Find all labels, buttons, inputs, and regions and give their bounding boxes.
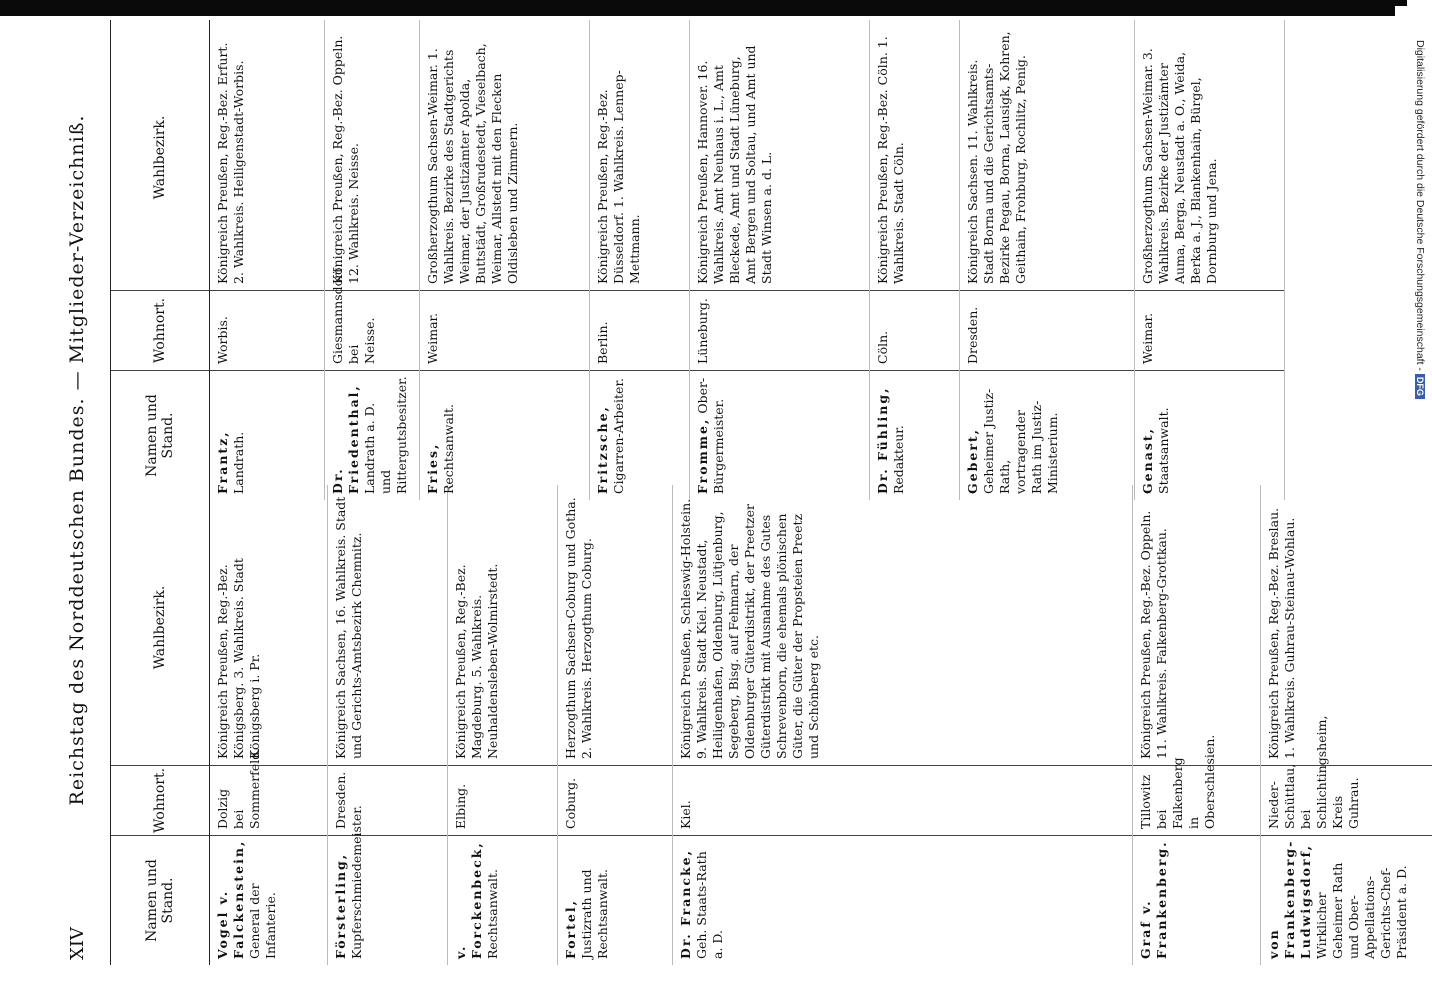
member-name: Graf v. Frankenberg.	[1138, 840, 1169, 959]
member-stand: Landrath.	[231, 431, 246, 494]
member-residence: Weimar.	[1135, 290, 1284, 370]
member-stand: Justizrath und Rechtsanwalt.	[579, 869, 610, 959]
member-residence: Dolzig bei Sommerfeld.	[210, 765, 327, 835]
member-residence: Kiel.	[673, 765, 1132, 835]
member-name-stand	[420, 370, 589, 500]
member-district: Königreich Preußen, Reg.-Bez. Königsberg. 3. Wahlkreis. Stadt Königsberg i. Pr.	[215, 558, 262, 759]
table-row	[590, 20, 690, 500]
scan-border-corner	[1395, 0, 1407, 6]
member-district: Königreich Preußen, Reg.-Bez. Düsseldorf. 1. Wahlkreis. Lennep-Mettmann.	[595, 70, 642, 284]
member-stand: Geh. Staats-Rath a. D.	[694, 851, 725, 959]
member-residence: Weimar.	[420, 290, 589, 370]
member-name: Frantz,	[215, 430, 230, 494]
member-stand: Rechtsanwalt.	[441, 404, 456, 494]
member-name: von Frankenberg-Ludwigsdorf,	[1266, 839, 1313, 959]
member-district: Königreich Preußen, Reg.-Bez. Oppeln. 11. Wahlkreis. Falkenberg-Grottkau.	[1138, 510, 1169, 759]
left-column-headers	[110, 485, 210, 965]
member-name: Försterling,	[333, 852, 348, 959]
member-stand: General der Infanterie.	[247, 883, 278, 959]
member-stand: Landrath a. D. und Rittergutsbesitzer.	[362, 376, 409, 494]
member-district: Königreich Preußen, Reg.-Bez. Cöln. 1. Wahlkreis. Stadt Cöln.	[875, 36, 906, 284]
member-stand: Kupferschmiedemeister.	[349, 805, 364, 959]
right-column-headers	[110, 20, 210, 500]
digitization-note	[1412, 40, 1428, 1000]
table-row	[673, 485, 1133, 965]
table-row	[210, 20, 325, 500]
member-stand: Rechtsanwalt.	[485, 869, 500, 959]
col-header-name: Namen und Stand.	[111, 835, 209, 965]
member-stand: Ober-Bürgermeister.	[695, 377, 726, 494]
member-district: Großherzogthum Sachsen-Weimar. 1. Wahlkreis. Bezirke des Stadtgerichts Weimar, der Justizämter Apolda, Buttstädt, Großrudestedt, Vieselbach, Weimar, Allstedt mit den Flecken Oldisleben und Zimmern.	[425, 43, 520, 284]
table-row	[420, 20, 590, 500]
col-header-name: Namen und Stand.	[111, 370, 209, 500]
member-name: Fritzsche,	[595, 405, 610, 494]
member-stand: Geheimer Justiz-Rath, vortragender Rath im Justiz-Ministerium.	[981, 388, 1060, 494]
left-table	[110, 485, 1409, 965]
member-district: Königreich Sachsen, 16. Wahlkreis. Stadt und Gerichts-Amtsbezirk Chemnitz.	[333, 496, 364, 759]
member-name-stand	[210, 370, 324, 500]
member-district: Königreich Preußen, Reg.-Bez. Breslau. 1. Wahlkreis. Guhrau-Steinau-Wohlau.	[1266, 507, 1297, 759]
table-row	[210, 485, 328, 965]
member-stand: Redakteur.	[891, 425, 906, 494]
member-stand: Staatsanwalt.	[1156, 407, 1171, 494]
right-rows	[210, 20, 1285, 500]
member-name: Fries,	[425, 442, 440, 494]
member-district: Königreich Preußen, Reg.-Bez. Magdeburg. 5. Wahlkreis. Neuhaldensleben-Wolmirstedt.	[453, 563, 500, 759]
table-row	[1135, 20, 1285, 500]
dfg-logo: DFG	[1415, 374, 1425, 399]
member-name-stand	[325, 370, 419, 500]
member-name: v. Forckenbeck,	[453, 841, 484, 959]
running-title: Reichstag des Norddeutschen Bundes. — Mitglieder-Verzeichniß.	[66, 114, 88, 806]
member-name-stand	[590, 370, 689, 500]
member-name-stand	[558, 835, 672, 965]
table-row	[870, 20, 960, 500]
member-residence: Dresden.	[328, 765, 447, 835]
member-name: Fromme,	[695, 417, 710, 494]
member-district: Königreich Sachsen. 11. Wahlkreis. Stadt Borna und die Gerichtsamts-Bezirke Pegau, Borna, Lausigk, Kohren, Geithain, Frohburg, Rochlitz, Penig.	[965, 31, 1028, 284]
table-row	[328, 485, 448, 965]
member-residence: Berlin.	[590, 290, 689, 370]
right-table	[110, 20, 1360, 500]
digitization-text: Digitalisierung gefördert durch die Deutsche Forschungsgemeinschaft -	[1414, 40, 1426, 371]
member-name: Dr. Friedenthal,	[330, 384, 361, 494]
member-name-stand	[870, 370, 959, 500]
member-name: Fortel,	[563, 899, 578, 959]
member-name-stand	[673, 835, 1132, 965]
member-name-stand	[210, 835, 327, 965]
member-name: Dr. Fühling,	[875, 386, 890, 494]
member-name-stand	[328, 805, 447, 965]
member-district: Königreich Preußen, Reg.-Bez. Oppeln. 12. Wahlkreis. Neisse.	[330, 35, 361, 284]
member-residence: Dresden.	[960, 290, 1134, 370]
member-name-stand	[1261, 835, 1432, 965]
member-name: Dr. Francke,	[678, 849, 693, 959]
member-name-stand	[448, 835, 557, 965]
table-row	[1133, 485, 1261, 965]
member-residence: Elbing.	[448, 765, 557, 835]
member-stand: Wirklicher Geheimer Rath und Ober-Appellations-Gerichts-Chef-Präsident a. D.	[1314, 862, 1409, 959]
page-header	[60, 40, 94, 960]
member-name-stand	[1133, 835, 1260, 965]
member-district: Großherzogthum Sachsen-Weimar. 3. Wahlkreis. Bezirke der Justizämter Auma, Berga, Neustadt a. O., Weida, Berka a. J., Blankenhain, Bürgel, Dornburg und Jena.	[1140, 48, 1219, 284]
member-name: Genast,	[1140, 427, 1155, 494]
member-residence: Giesmannsdorf bei Neisse.	[325, 290, 419, 370]
table-row	[1261, 485, 1432, 965]
table-row	[558, 485, 673, 965]
table-row	[448, 485, 558, 965]
member-residence: Tillowitz bei Falkenberg in Oberschlesien.	[1133, 765, 1260, 835]
left-rows	[210, 485, 1432, 965]
col-header-residence: Wohnort.	[111, 765, 209, 835]
member-district: Herzogthum Sachsen-Coburg und Gotha. 2. Wahlkreis. Herzogthum Coburg.	[563, 497, 594, 759]
member-district: Königreich Preußen, Schleswig-Holstein. 9. Wahlkreis. Stadt Kiel. Neustadt, Heiligenhafen, Oldenburg, Lütjenburg, Segeberg, Bisg. auf Fehmarn, der Oldenburger Güterdistrikt, der Preetzer Güterdistrikt mit Ausnahme des Gutes Schrevenborn, die ehemals plönischen Güter, die Güter der Propsteien Preetz und Schönberg etc.	[678, 498, 821, 759]
member-name: Vogel v. Falckenstein,	[215, 839, 246, 959]
table-row	[960, 20, 1135, 500]
member-district: Königreich Preußen, Reg.-Bez. Erfurt. 2. Wahlkreis. Heiligenstadt-Worbis.	[215, 42, 246, 284]
col-header-district: Wahlbezirk.	[152, 585, 168, 670]
member-district: Königreich Preußen, Hannover. 16. Wahlkreis. Amt Neuhaus i. L., Amt Bleckede, Amt und Stadt Lüneburg, Amt Bergen und Soltau, und Amt und Stadt Winsen a. d. L.	[695, 45, 774, 284]
member-residence: Lüneburg.	[690, 290, 869, 370]
member-residence: Worbis.	[210, 290, 324, 370]
member-name-stand	[1135, 370, 1284, 500]
member-residence: Coburg.	[558, 765, 672, 835]
member-name-stand	[960, 370, 1134, 500]
member-residence: Nieder-Schüttlau, bei Schlichtingsheim, Kreis Guhrau.	[1261, 765, 1432, 835]
col-header-district: Wahlbezirk.	[152, 115, 168, 200]
table-row	[325, 20, 420, 500]
member-residence: Cöln.	[870, 290, 959, 370]
table-row	[690, 20, 870, 500]
col-header-residence: Wohnort.	[111, 290, 209, 370]
member-name-stand	[690, 370, 869, 500]
page-number: XIV	[66, 927, 88, 960]
member-stand: Cigarren-Arbeiter.	[611, 377, 626, 494]
member-name: Gebert,	[965, 427, 980, 494]
